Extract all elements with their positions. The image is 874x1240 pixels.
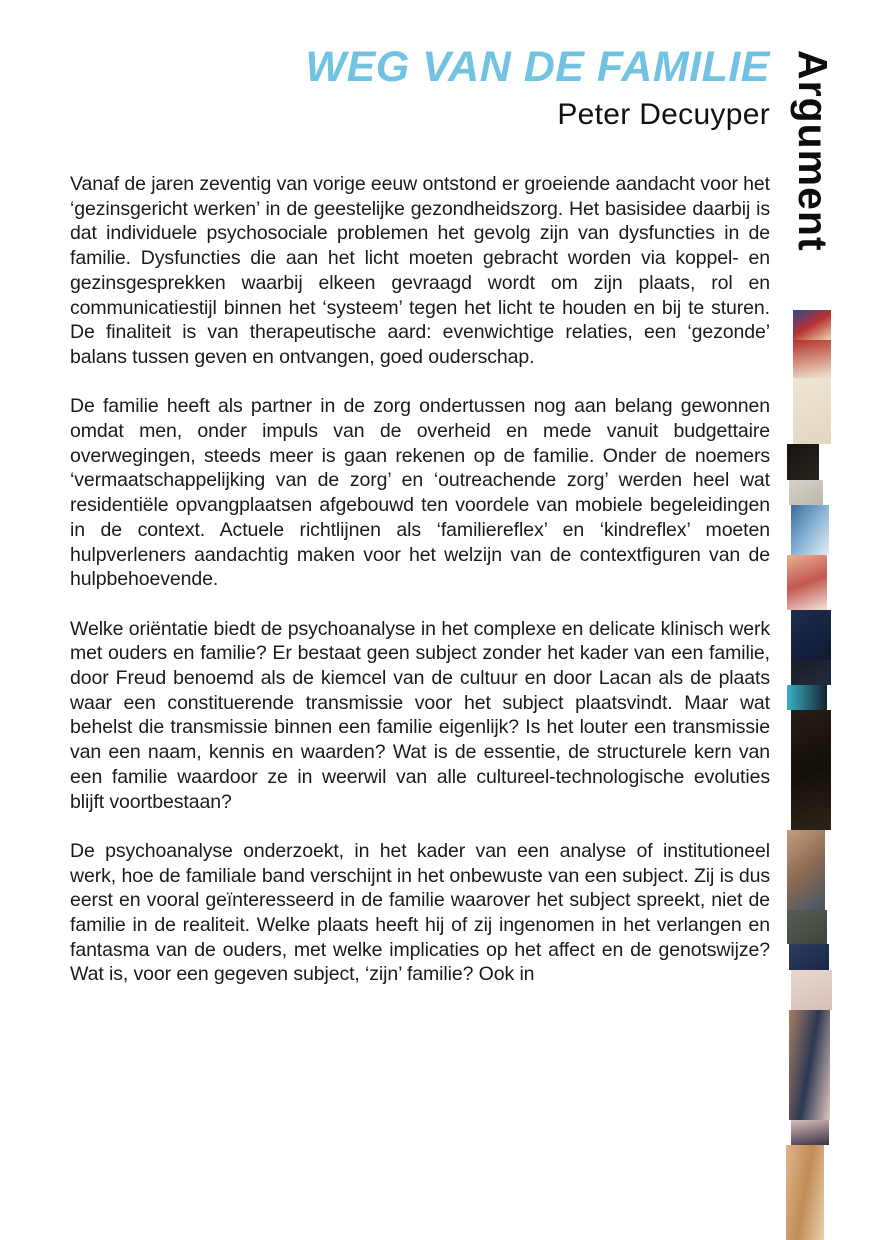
photo-segment xyxy=(786,1145,824,1240)
photo-segment xyxy=(789,944,829,970)
article-paragraph: Welke oriëntatie biedt de psychoanalyse in het complexe en delicate klinisch werk met ouders en familie? Er bestaat geen subject zonder het kader van een familie, door Freud benoemd als de kiemcel van de cultuur en door Lacan als de plaats waar een constituerende transmissie voor het subject plaatsvindt. Maar wat behelst die transmissie binnen een familie eigenlijk? Is het louter een transmissie van een naam, kennis en waarden? Wat is de essentie, de structurele kern van een familie waardoor ze in weerwil van alle cultureel-technologische evoluties blijft voortbestaan? xyxy=(70,617,770,813)
text-column xyxy=(70,0,770,987)
photo-segment xyxy=(787,830,825,910)
article-body xyxy=(70,172,770,987)
photo-segment xyxy=(787,444,819,480)
photo-segment xyxy=(787,555,827,610)
publication-side-label: Argument xyxy=(790,50,836,252)
photo-segment xyxy=(789,480,823,505)
photo-segment xyxy=(787,910,827,944)
photo-segment xyxy=(791,505,829,555)
photo-segment xyxy=(791,710,831,830)
photo-segment xyxy=(789,1010,830,1120)
photo-segment xyxy=(793,378,831,444)
photo-strip-collage xyxy=(786,310,832,1240)
photo-segment xyxy=(791,660,831,685)
photo-segment xyxy=(791,1120,829,1145)
article-paragraph: De familie heeft als partner in de zorg ondertussen nog aan belang gewonnen omdat men, onder impuls van de overheid en mede vanuit budgettaire overwegingen, steeds meer is gaan rekenen op de familie. Onder de noemers ‘vermaatschappelijking van de zorg’ en ‘outreachende zorg’ werden heel wat residentiële opvangplaatsen afgebouwd ten voordele van mobiele begeleidingen in de context. Actuele richtlijnen als ‘familiereflex’ en ‘kindreflex’ moeten hulpverleners aandachtig maken voor het welzijn van de contextfiguren van de hulpbehoevende. xyxy=(70,395,770,591)
photo-segment xyxy=(793,340,831,378)
author-name: Peter Decuyper xyxy=(557,98,770,131)
photo-segment xyxy=(793,310,831,340)
article-title: WEG VAN DE FAMILIE xyxy=(305,43,770,91)
photo-segment xyxy=(791,970,832,1010)
article-paragraph: De psychoanalyse onderzoekt, in het kader van een analyse of institutioneel werk, hoe de familiale band verschijnt in het onbewuste van een subject. Zij is dus eerst en vooral geïnteresseerd in de familie waarover het subject spreekt, niet de familie in de realiteit. Welke plaats heeft hij of zij ingenomen in het verlangen en fantasma van de ouders, met welke implicaties op het affect en de genotswijze? Wat is, voor een gegeven subject, ‘zijn’ familie? Ook in xyxy=(70,839,770,986)
photo-segment xyxy=(787,685,827,710)
article-paragraph: Vanaf de jaren zeventig van vorige eeuw ontstond er groeiende aandacht voor het ‘gezinsgericht werken’ in de geestelijke gezondheidszorg. Het basisidee daarbij is dat individuele psychosociale problemen het gevolg zijn van dysfuncties in de familie. Dysfuncties die aan het licht moeten gebracht worden via koppel- en gezinsgesprekken waarbij elkeen gevraagd wordt om zijn plaats, rol en communicatiestijl binnen het ‘systeem’ tegen het licht te houden en bij te sturen. De finaliteit is van therapeutische aard: evenwichtige relaties, een ‘gezonde’ balans tussen geven en ontvangen, goed ouderschap. xyxy=(70,173,770,368)
photo-segment xyxy=(791,610,831,660)
